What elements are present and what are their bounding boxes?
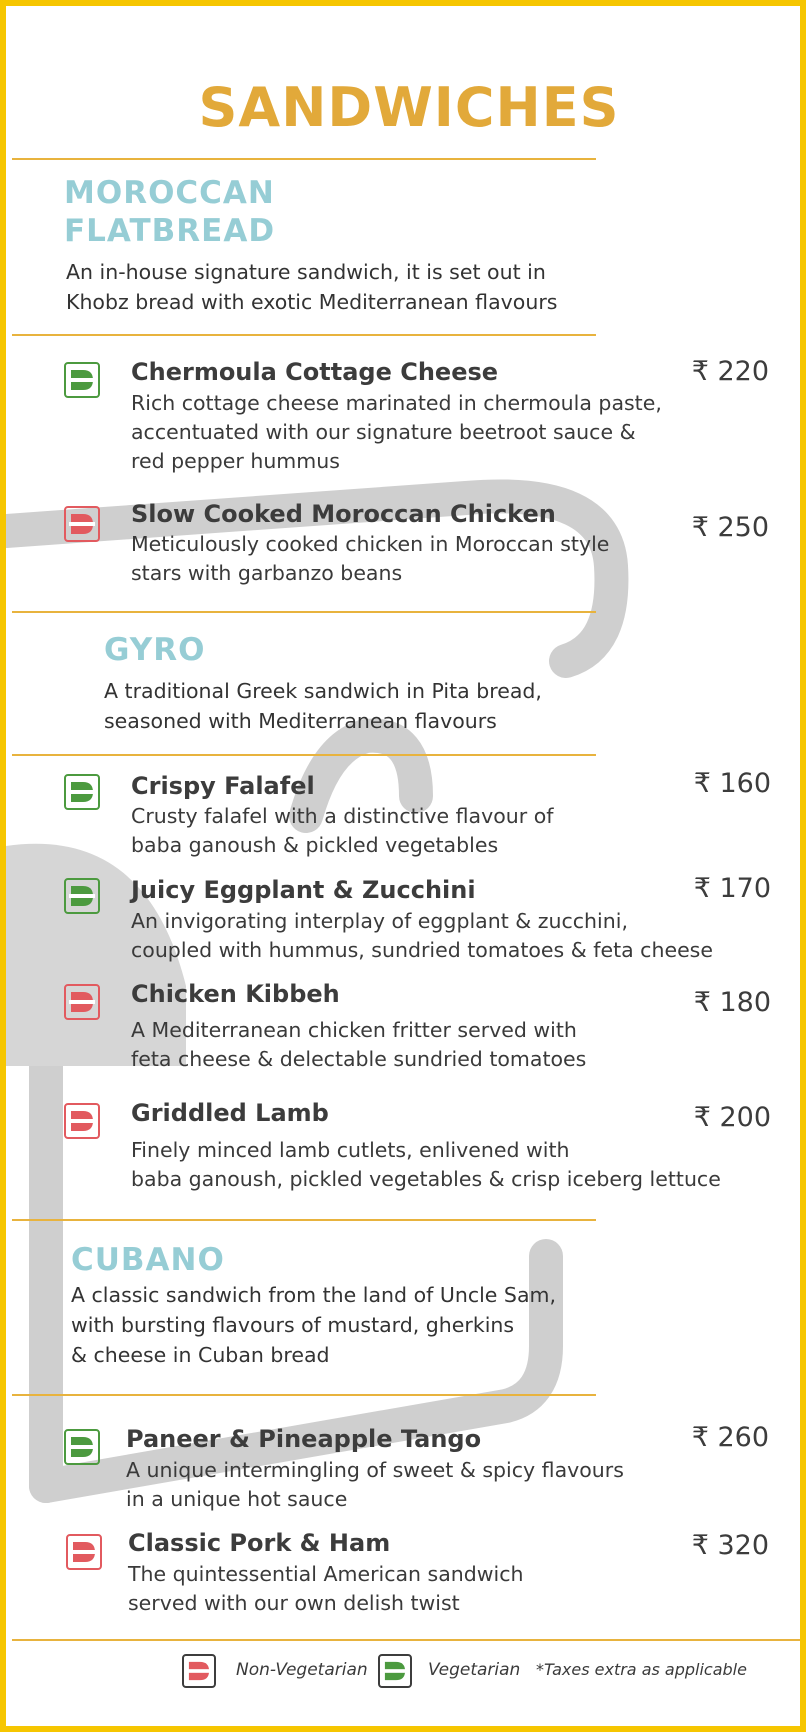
menu-item-name: Paneer & Pineapple Tango bbox=[126, 1425, 482, 1453]
description-line: A classic sandwich from the land of Uncle Sam, bbox=[71, 1283, 556, 1307]
menu-item-price: ₹ 220 bbox=[691, 356, 769, 387]
description-line: A traditional Greek sandwich in Pita bread, bbox=[104, 679, 542, 703]
description-line: baba ganoush & pickled vegetables bbox=[131, 833, 499, 857]
description-line: An in-house signature sandwich, it is set out in bbox=[66, 260, 546, 284]
description-line: Finely minced lamb cutlets, enlivened with bbox=[131, 1138, 570, 1162]
tax-note: *Taxes extra as applicable bbox=[536, 1660, 747, 1679]
page-title: SANDWICHES bbox=[198, 76, 620, 139]
description-line: Khobz bread with exotic Mediterranean flavours bbox=[66, 290, 558, 314]
nonveg-legend-icon bbox=[182, 1654, 216, 1688]
description-line: A Mediterranean chicken fritter served with bbox=[131, 1018, 577, 1042]
description-line: accentuated with our signature beetroot sauce & bbox=[131, 420, 636, 444]
menu-item-name: Chermoula Cottage Cheese bbox=[131, 358, 499, 386]
menu-item-name: Chicken Kibbeh bbox=[131, 980, 340, 1008]
description-line: Crusty falafel with a distinctive flavour of bbox=[131, 804, 554, 828]
veg-legend-label: Vegetarian bbox=[428, 1660, 521, 1680]
section-description bbox=[104, 676, 542, 736]
section-title-moroccan-flatbread bbox=[64, 174, 275, 250]
menu-item-price: ₹ 160 bbox=[693, 768, 771, 799]
menu-item-description bbox=[131, 1136, 721, 1194]
description-line: stars with garbanzo beans bbox=[131, 561, 403, 585]
description-line: & cheese in Cuban bread bbox=[71, 1343, 330, 1367]
description-line: in a unique hot sauce bbox=[126, 1487, 348, 1511]
veg-legend-icon bbox=[378, 1654, 412, 1688]
description-line: feta cheese & delectable sundried tomatoes bbox=[131, 1047, 587, 1071]
veg-marker-icon bbox=[64, 362, 100, 398]
menu-item-name: Crispy Falafel bbox=[131, 772, 315, 800]
menu-item-price: ₹ 170 bbox=[693, 873, 771, 904]
menu-item-price: ₹ 250 bbox=[691, 512, 769, 543]
nonveg-marker-icon bbox=[64, 984, 100, 1020]
menu-item-price: ₹ 260 bbox=[691, 1422, 769, 1453]
nonveg-marker-icon bbox=[66, 1534, 102, 1570]
divider bbox=[12, 754, 596, 756]
section-description bbox=[66, 257, 557, 317]
section-title-cubano: CUBANO bbox=[71, 1242, 225, 1278]
description-line: Rich cottage cheese marinated in chermoula paste, bbox=[131, 391, 662, 415]
nonveg-marker-icon bbox=[64, 506, 100, 542]
description-line: baba ganoush, pickled vegetables & crisp iceberg lettuce bbox=[131, 1167, 721, 1191]
description-line: with bursting flavours of mustard, gherkins bbox=[71, 1313, 515, 1337]
section-title-line: MOROCCAN bbox=[64, 175, 275, 211]
description-line: red pepper hummus bbox=[131, 449, 340, 473]
menu-item-price: ₹ 320 bbox=[691, 1530, 769, 1561]
menu-item-price: ₹ 180 bbox=[693, 987, 771, 1018]
description-line: Meticulously cooked chicken in Moroccan style bbox=[131, 532, 610, 556]
divider bbox=[12, 158, 596, 160]
description-line: An invigorating interplay of eggplant & zucchini, bbox=[131, 909, 628, 933]
divider bbox=[12, 334, 596, 336]
description-line: The quintessential American sandwich bbox=[128, 1562, 524, 1586]
veg-marker-icon bbox=[64, 1429, 100, 1465]
description-line: served with our own delish twist bbox=[128, 1591, 460, 1615]
nonveg-marker-icon bbox=[64, 1103, 100, 1139]
divider bbox=[12, 1639, 806, 1641]
description-line: seasoned with Mediterranean flavours bbox=[104, 709, 497, 733]
menu-item-name: Juicy Eggplant & Zucchini bbox=[131, 876, 476, 904]
menu-item-name: Griddled Lamb bbox=[131, 1099, 329, 1127]
veg-marker-icon bbox=[64, 878, 100, 914]
divider bbox=[12, 1394, 596, 1396]
veg-marker-icon bbox=[64, 774, 100, 810]
menu-item-description bbox=[131, 389, 662, 476]
description-line: A unique intermingling of sweet & spicy flavours bbox=[126, 1458, 624, 1482]
section-description bbox=[71, 1280, 556, 1370]
divider bbox=[12, 1219, 596, 1221]
menu-item-name: Slow Cooked Moroccan Chicken bbox=[131, 500, 556, 528]
menu-item-price: ₹ 200 bbox=[693, 1102, 771, 1133]
menu-item-description bbox=[131, 1016, 586, 1074]
menu-item-description bbox=[126, 1456, 624, 1514]
menu-item-description bbox=[128, 1560, 524, 1618]
nonveg-legend-label: Non-Vegetarian bbox=[236, 1660, 368, 1680]
section-title-gyro: GYRO bbox=[104, 632, 206, 668]
menu-item-name: Classic Pork & Ham bbox=[128, 1529, 391, 1557]
section-title-line: FLATBREAD bbox=[64, 213, 276, 249]
description-line: coupled with hummus, sundried tomatoes & feta cheese bbox=[131, 938, 713, 962]
menu-item-description bbox=[131, 907, 713, 965]
divider bbox=[12, 611, 596, 613]
menu-item-description bbox=[131, 802, 554, 860]
menu-item-description bbox=[131, 530, 609, 588]
